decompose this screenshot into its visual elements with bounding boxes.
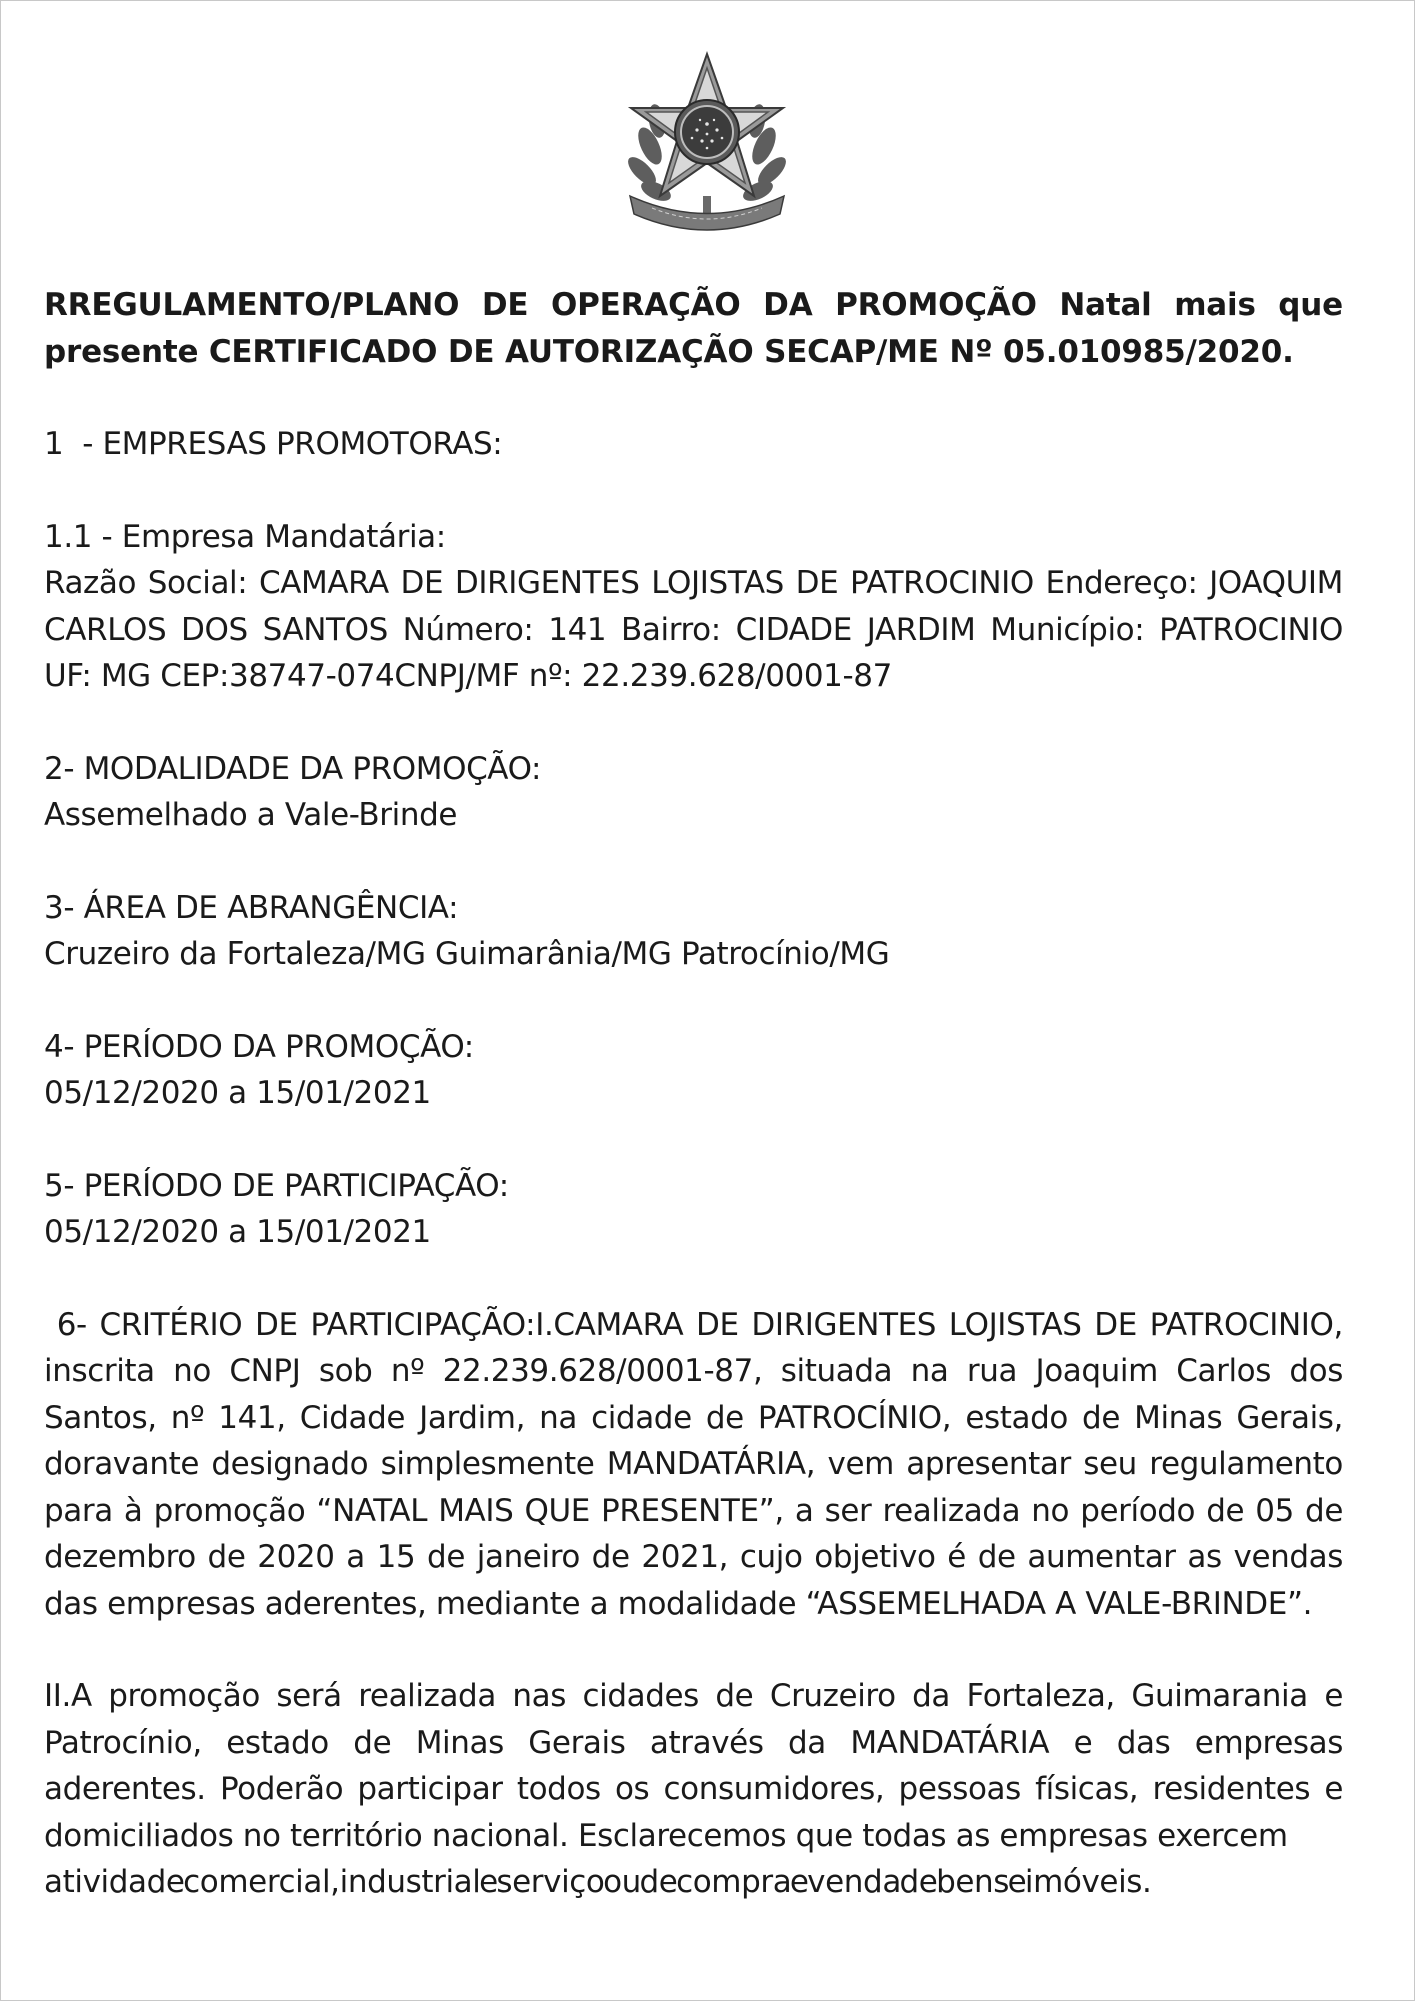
section-2-modality [44, 746, 1343, 839]
section-1-1-mandatary-company [44, 514, 1343, 700]
section-1-promoting-companies [44, 421, 1343, 468]
section-1-1-body: Razão Social: CAMARA DE DIRIGENTES LOJISTAS DE PATROCINIO Endereço: JOAQUIM CARLOS DOS SANTOS Número: 141 Bairro: CIDADE JARDIM Município: PATROCINIO UF: MG CEP:38747-074CNPJ/MF nº: 22.239.628/0001-87 [44, 565, 1343, 694]
regulation-document [44, 282, 1353, 1952]
section-6-ii-body: II.A promoção será realizada nas cidades de Cruzeiro da Fortaleza, Guimarania e Patrocínio, estado de Minas Gerais através da MANDATÁRIA e das empresas aderentes. Poderão participar todos os consumidores, pessoas físicas, residentes e domiciliados no território nacional. Esclarecemos que todas as empresas exercem [44, 1678, 1343, 1854]
section-6-ii [44, 1673, 1343, 1906]
coat-of-arms-emblem [612, 46, 802, 236]
section-5-heading: 5- PERÍODO DE PARTICIPAÇÃO: [44, 1167, 509, 1204]
section-3-coverage-area [44, 885, 1343, 978]
brazil-coat-of-arms-icon [612, 46, 802, 236]
section-3-heading: 3- ÁREA DE ABRANGÊNCIA: [44, 889, 459, 926]
section-3-body: Cruzeiro da Fortaleza/MG Guimarânia/MG Patrocínio/MG [44, 936, 890, 972]
section-1-1-heading: 1.1 - Empresa Mandatária: [44, 518, 446, 555]
section-4-heading: 4- PERÍODO DA PROMOÇÃO: [44, 1028, 474, 1065]
section-1-heading: 1 - EMPRESAS PROMOTORAS: [44, 426, 503, 462]
section-6-body: 6- CRITÉRIO DE PARTICIPAÇÃO:I.CAMARA DE DIRIGENTES LOJISTAS DE PATROCINIO, inscrita no CNPJ sob nº 22.239.628/0001-87, situada na rua Joaquim Carlos dos Santos, nº 141, Cidade Jardim, na cidade de PATROCÍNIO, estado de Minas Gerais, doravante designado simplesmente MANDATÁRIA, vem apresentar seu regulamento para à promoção “NATAL MAIS QUE PRESENTE”, a ser realizada no período de 05 de dezembro de 2020 a 15 de janeiro de 2021, cujo objetivo é de aumentar as vendas das empresas aderentes, mediante a modalidade “ASSEMELHADA A VALE-BRINDE”. [44, 1306, 1353, 1622]
section-2-heading: 2- MODALIDADE DA PROMOÇÃO: [44, 750, 542, 787]
document-title: RREGULAMENTO/PLANO DE OPERAÇÃO DA PROMOÇÃO Natal mais que presente CERTIFICADO DE AUTORIZAÇÃO SECAP/ME Nº 05.010985/2020. [44, 287, 1343, 370]
section-6-ii-last-line: atividade comercial,industrial e serviço ou de compra e venda de bens e imóveis. [44, 1864, 1152, 1900]
section-4-promotion-period [44, 1024, 1343, 1117]
section-4-body: 05/12/2020 a 15/01/2021 [44, 1075, 431, 1111]
section-2-body: Assemelhado a Vale-Brinde [44, 797, 458, 833]
section-5-participation-period [44, 1163, 1343, 1256]
section-5-body: 05/12/2020 a 15/01/2021 [44, 1214, 431, 1250]
section-6-participation-criteria [44, 1302, 1353, 1628]
